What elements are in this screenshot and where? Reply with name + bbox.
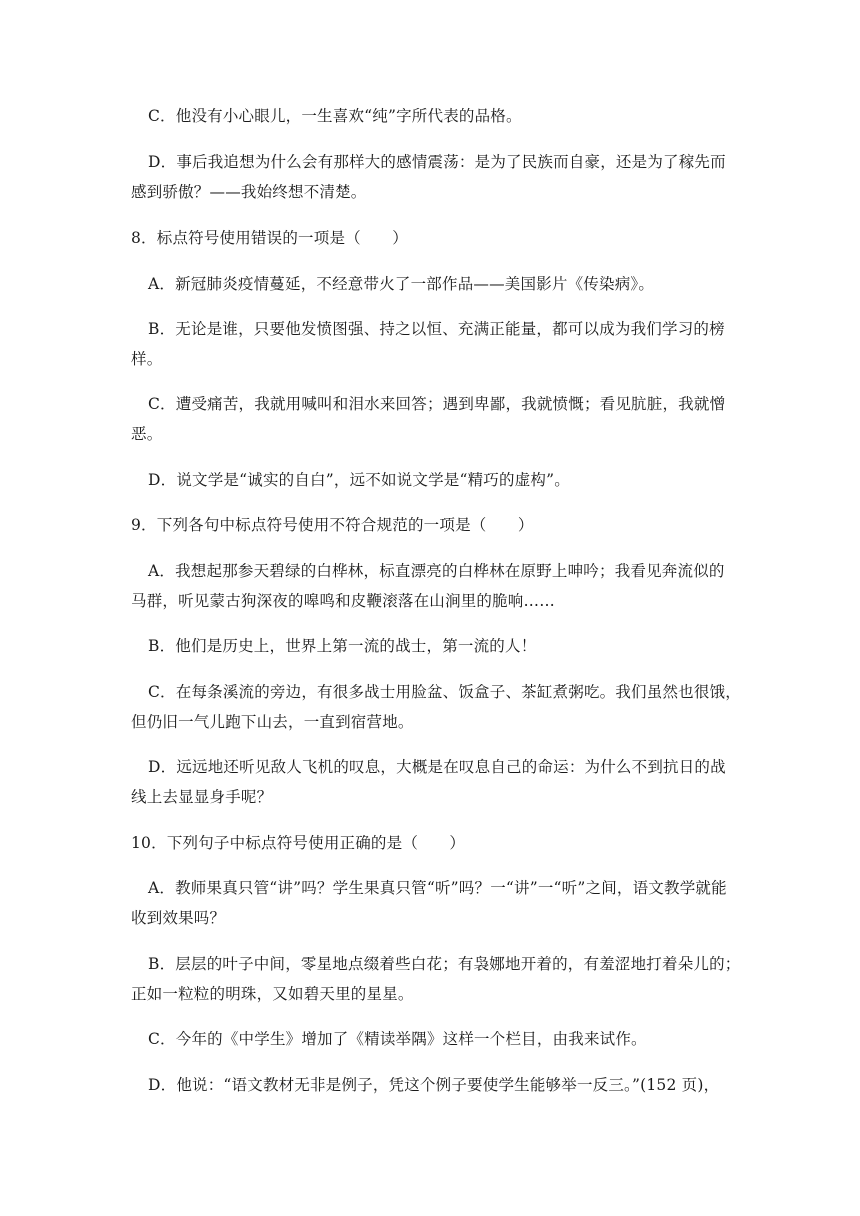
option-d-q8: D．说文学是“诚实的自白”，远不如说文学是“精巧的虚构”。 (148, 471, 570, 489)
option-b-q10: B．层层的叶子中间，零星地点缀着些白花；有袅娜地开着的，有羞涩地打着朵儿的； (148, 955, 741, 973)
option-d-q7-continued: 感到骄傲？——我始终想不清楚。 (131, 183, 367, 201)
question-9: 9．下列各句中标点符号使用不符合规范的一项是（ ） (131, 516, 534, 534)
option-c-q7: C．他没有小心眼儿，一生喜欢“纯”字所代表的品格。 (148, 107, 522, 125)
option-b-q9: B．他们是历史上，世界上第一流的战士，第一流的人！ (148, 637, 537, 655)
option-b-q8-continued: 样。 (131, 350, 163, 368)
option-d-q7: D．事后我追想为什么会有那样大的感情震荡：是为了民族而自豪，还是为了稼先而 (148, 153, 726, 171)
option-a-q10-continued: 收到效果吗？ (131, 909, 226, 927)
option-c-q8-continued: 恶。 (131, 425, 163, 443)
option-b-q8: B．无论是谁，只要他发愤图强、持之以恒、充满正能量，都可以成为我们学习的榜 (148, 320, 725, 338)
question-8: 8．标点符号使用错误的一项是（ ） (131, 229, 408, 247)
option-a-q9-continued: 马群，听见蒙古狗深夜的嗥鸣和皮鞭滚落在山涧里的脆响…… (131, 592, 555, 610)
option-a-q9: A．我想起那参天碧绿的白桦林，标直漂亮的白桦林在原野上呻吟；我看见奔流似的 (148, 562, 725, 580)
option-d-q10: D．他说：“语文教材无非是例子，凭这个例子要使学生能够举一反三。”(152 页)， (148, 1076, 720, 1094)
option-a-q10: A．教师果真只管“讲”吗？学生果真只管“听”吗？一“讲”一“听”之间，语文教学就能 (148, 879, 727, 897)
option-c-q9-continued: 但仍旧一气儿跑下山去，一直到宿营地。 (131, 713, 414, 731)
option-c-q10: C．今年的《中学生》增加了《精读举隅》这样一个栏目，由我来试作。 (148, 1030, 647, 1048)
question-10: 10．下列句子中标点符号使用正确的是（ ） (131, 834, 466, 852)
option-c-q8: C．遭受痛苦，我就用喊叫和泪水来回答；遇到卑鄙，我就愤慨；看见肮脏，我就憎 (148, 395, 726, 413)
option-d-q9-continued: 线上去显显身手呢？ (131, 788, 273, 806)
option-c-q9: C．在每条溪流的旁边，有很多战士用脸盆、饭盒子、茶缸煮粥吃。我们虽然也很饿， (148, 683, 741, 701)
option-d-q9: D．远远地还听见敌人飞机的叹息，大概是在叹息自己的命运：为什么不到抗日的战 (148, 758, 726, 776)
option-a-q8: A．新冠肺炎疫情蔓延，不经意带火了一部作品——美国影片《传染病》。 (148, 275, 655, 293)
option-b-q10-continued: 正如一粒粒的明珠，又如碧天里的星星。 (131, 985, 414, 1003)
